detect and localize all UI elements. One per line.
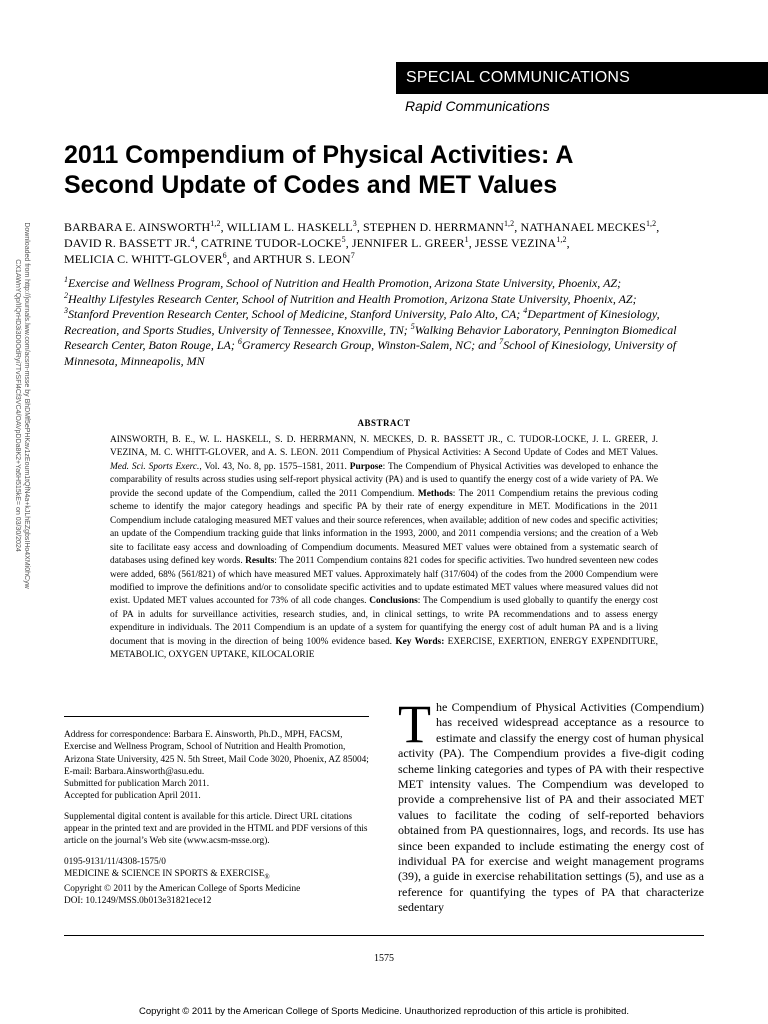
title-line-1: 2011 Compendium of Physical Activities: A: [64, 141, 574, 169]
copyright-footer: Copyright © 2011 by the American College of Sports Medicine. Unauthorized reproduction of this article is prohibited.: [138, 1006, 629, 1017]
intro-paragraph: The Compendium of Physical Activities (Compendium) has received widespread acceptance as a resource to estimate and classify the energy cost of human physical activity (PA). The Compendium provides a five-digit coding scheme linking categories and types of PA with their respective MET intensity values. The Compendium was developed to provide a comprehensive list of PA and their associated MET values to facilitate the coding of self-reported behaviors obtained from PA questionnaires, logs, and records. Its use has since been expanded to include estimating the energy cost of individual PA for exercise and weight management programs (39), a guide in exercise rehabilitation settings (5), and use as a reference for quantifying the types of PA that characterize sedentary: [398, 694, 704, 915]
doi[interactable]: DOI: 10.1249/MSS.0b013e31821ece12: [64, 896, 212, 907]
journal-name: MEDICINE & SCIENCE IN SPORTS & $EXERCISE_®$: [64, 868, 270, 881]
download-watermark: [13, 168, 31, 643]
issn: 0195-9131/11/4308-1575/0: [64, 856, 166, 867]
title-line-2: Second Update of Codes and MET Values: [64, 171, 558, 199]
author: BARBARA E. AINSWORTH$^{1,2}$,: [64, 219, 227, 234]
author: CATRINE TUDOR-LOCKE$^5$,: [200, 235, 352, 250]
supplemental-note: Supplemental digital content is available for this article. Direct URL citations appear in the printed text and are provided in the HTML and PDF versions of this article on the journal’s Web site (www.acsm-msse.org).: [64, 811, 368, 847]
author: WILLIAM L. HASKELL$^3$,: [226, 219, 364, 234]
section-subheading: Rapid Communications: [405, 98, 550, 114]
author: STEPHEN D. HERRMANN$^{1,2}$,: [363, 219, 521, 234]
page-number: 1575: [374, 953, 394, 964]
submitted-date: Submitted for publication March 2011.: [64, 779, 210, 790]
accepted-date: Accepted for publication April 2011.: [64, 791, 201, 802]
affiliation: $^2$Healthy Lifestyles Research Center, School of Nutrition and Health Promotion, Arizona State University, Phoenix, AZ;: [64, 290, 637, 306]
author: MELICIA C. WHITT-GLOVER$^6$, and: [64, 251, 253, 266]
author: ARTHUR S. LEON$^7$: [253, 251, 355, 266]
abstract-body: AINSWORTH, B. E., W. L. HASKELL, S. D. HERRMANN, N. MECKES, D. R. BASSETT JR., C. TUDOR-LOCKE, J. L. GREER, J. VEZINA, M. C. WHITT-GLOVER, and A. S. LEON. 2011 Compendium of Physical Activities: A Second Update of Codes and MET Values. Med. Sci. Sports Exerc., Vol. 43, No. 8, pp. 1575–1581, 2011. Purpose: The Compendium of Physical Activities was developed to enhance the comparability of results across studies using self-report physical activity (PA) and is used to quantify the energy cost of a wide variety of PA. We provide the second update of the Compendium, called the 2011 Compendium. Methods: The 2011 Compendium retains the previous coding scheme to identify the major category headings and specific PA by their rate of energy expenditure in MET. Modifications in the 2011 Compendium include cataloging measured MET values and their source references, when available; addition of new codes and specific activities; an update of the Compendium tracking guide that links information in the 1993, 2000, and 2011 compendia versions; and the creation of a Web site to facilitate easy access and downloading of Compendium documents. Measured MET values were obtained from a systematic search of databases using defined key words. Results: The 2011 Compendium contains 821 codes for specific activities. Two hundred seventeen new codes were added, 68% (561/821) of which have measured MET values. Approximately half (317/604) of the codes from the 2000 Compendium were modified to improve the definitions and/or to consolidate specific activities and to update estimated MET values where measured values did not exist. Updated MET values accounted for 73% of all code changes. Conclusions: The Compendium is used globally to quantify the energy cost of PA in adults for surveillance activities, research studies, and, in clinical settings, to write PA recommendations and to assess energy expenditure in individuals. The 2011 Compendium is an update of a system for quantifying the energy cost of adult human PA and is a living document that is moving in the direction of being 100% evidence based. Key Words: EXERCISE, EXERTION, ENERGY EXPENDITURE, METABOLIC, OXYGEN UPTAKE, KILOCALORIE: [110, 435, 659, 661]
copyright-line: Copyright © 2011 by the American College of Sports Medicine: [64, 884, 301, 895]
watermark-line-1: Downloaded from http://journals.lww.com/acsm-msse by BhDMf5ePHKav1zEoum1tQfN4a+kJLhEZgbsIHo4XMi0hCyw: [23, 222, 30, 589]
drop-cap: T: [398, 694, 431, 754]
abstract-heading: ABSTRACT: [357, 418, 411, 428]
author: JENNIFER L. GREER$^1$,: [351, 235, 475, 250]
affiliation: $^1$Exercise and Wellness Program, School of Nutrition and Health Promotion, Arizona State University, Phoenix, AZ;: [64, 275, 622, 290]
author: NATHANAEL MECKES$^{1,2}$,: [520, 219, 660, 234]
bottom-divider: [64, 935, 704, 936]
article-title: [64, 140, 704, 200]
watermark-line-2: CX1AWnYQp/IlQrHD3i3D0OdRyi7TvSFl4Cf3VC4/OAVpDDa8K2+Ya6H515kE= on 03/30/2024: [14, 259, 21, 552]
author-list: [64, 219, 714, 267]
affiliation-group: $^3$Stanford Prevention Research Center, School of Medicine, Stanford University, Palo Alto, CA; $^4$Department of Kinesiology, Recreation, and Sports Studies, University of Tennessee, Knoxville, TN; $^5$Walking Behavior Laboratory, Pennington Biomedical Research Center, Baton Rouge, LA; $^6$Gramercy Research Group, Winston-Salem, NC; and $^7$School of Kinesiology, University of Minnesota, Minneapolis, MN: [64, 306, 677, 368]
affiliations: [64, 276, 714, 369]
author: JESSE VEZINA$^{1,2}$,: [474, 235, 570, 250]
author: DAVID R. BASSETT JR.$^4$,: [64, 235, 201, 250]
journal-abbrev: Med. Sci. Sports Exerc.: [110, 461, 200, 472]
footnote-block: [64, 729, 372, 908]
section-banner: SPECIAL COMMUNICATIONS: [396, 62, 768, 94]
footnote-divider: [64, 716, 369, 717]
correspondence-address: Address for correspondence: Barbara E. Ainsworth, Ph.D., MPH, FACSM, Exercise and Wellness Program, School of Nutrition and Health Promotion, Arizona State University, 425 N. 5th Street, Mail Code 3020, Phoenix, AZ 85004; E-mail: Barbara.Ainsworth@asu.edu.: [64, 730, 369, 777]
